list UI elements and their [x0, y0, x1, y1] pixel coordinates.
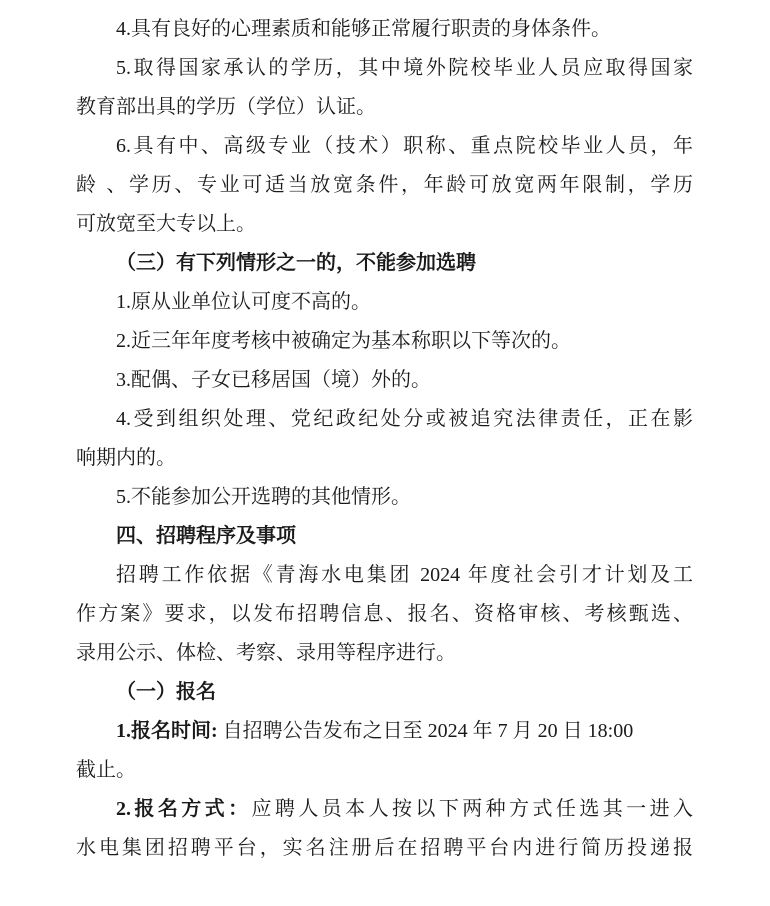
text-line [76, 166, 693, 205]
text-line [76, 88, 693, 127]
bold-text-run: 四、招聘程序及事项 [116, 525, 296, 547]
text-run: 录用公示、体检、考察、录用等程序进行。 [76, 642, 456, 664]
text-run: 应聘人员本人按以下两种方式任选其一进入 [251, 798, 693, 820]
text-run: 龄 、学历、专业可适当放宽条件，年龄可放宽两年限制，学历 [76, 174, 693, 196]
text-run: 可放宽至大专以上。 [76, 213, 256, 235]
text-run: 3.配偶、子女已移居国（境）外的。 [116, 369, 431, 391]
text-line [76, 712, 693, 751]
text-run: 水电集团招聘平台，实名注册后在招聘平台内进行简历投递报 [76, 837, 693, 859]
text-run: 响期内的。 [76, 447, 176, 469]
text-run: 5.不能参加公开选聘的其他情形。 [116, 486, 411, 508]
text-run: 自招聘公告发布之日至 2024 年 7 月 20 日 18:00 [217, 720, 634, 742]
text-line [76, 439, 693, 478]
text-run: 招聘工作依据《青海水电集团 2024 年度社会引才计划及工 [116, 564, 693, 586]
bold-text-run: 2.报名方式： [116, 798, 252, 820]
text-line [76, 829, 693, 868]
text-line [76, 49, 693, 88]
text-run: 2.近三年年度考核中被确定为基本称职以下等次的。 [116, 330, 571, 352]
text-line [76, 205, 693, 244]
text-line [76, 751, 693, 790]
text-line [76, 478, 693, 517]
text-line [76, 283, 693, 322]
text-run: 教育部出具的学历（学位）认证。 [76, 96, 376, 118]
bold-text-run: （一）报名 [116, 681, 216, 703]
text-block [76, 10, 693, 868]
heading-line [76, 517, 693, 556]
text-line [76, 634, 693, 673]
text-run: 1.原从业单位认可度不高的。 [116, 291, 371, 313]
text-line [76, 556, 693, 595]
text-run: 4.具有良好的心理素质和能够正常履行职责的身体条件。 [116, 18, 611, 40]
bold-text-run: （三）有下列情形之一的，不能参加选聘 [116, 252, 476, 274]
text-run: 作方案》要求，以发布招聘信息、报名、资格审核、考核甄选、 [76, 603, 693, 625]
text-run: 5.取得国家承认的学历，其中境外院校毕业人员应取得国家 [116, 57, 693, 79]
text-line [76, 790, 693, 829]
text-line [76, 127, 693, 166]
text-run: 4.受到组织处理、党纪政纪处分或被追究法律责任，正在影 [116, 408, 693, 430]
text-line [76, 400, 693, 439]
text-line [76, 595, 693, 634]
heading-line [76, 244, 693, 283]
text-line [76, 322, 693, 361]
text-run: 6.具有中、高级专业（技术）职称、重点院校毕业人员，年 [116, 135, 693, 157]
text-run: 截止。 [76, 759, 136, 781]
text-line [76, 361, 693, 400]
text-line [76, 10, 693, 49]
bold-text-run: 1.报名时间: [116, 720, 218, 742]
heading-line [76, 673, 693, 712]
